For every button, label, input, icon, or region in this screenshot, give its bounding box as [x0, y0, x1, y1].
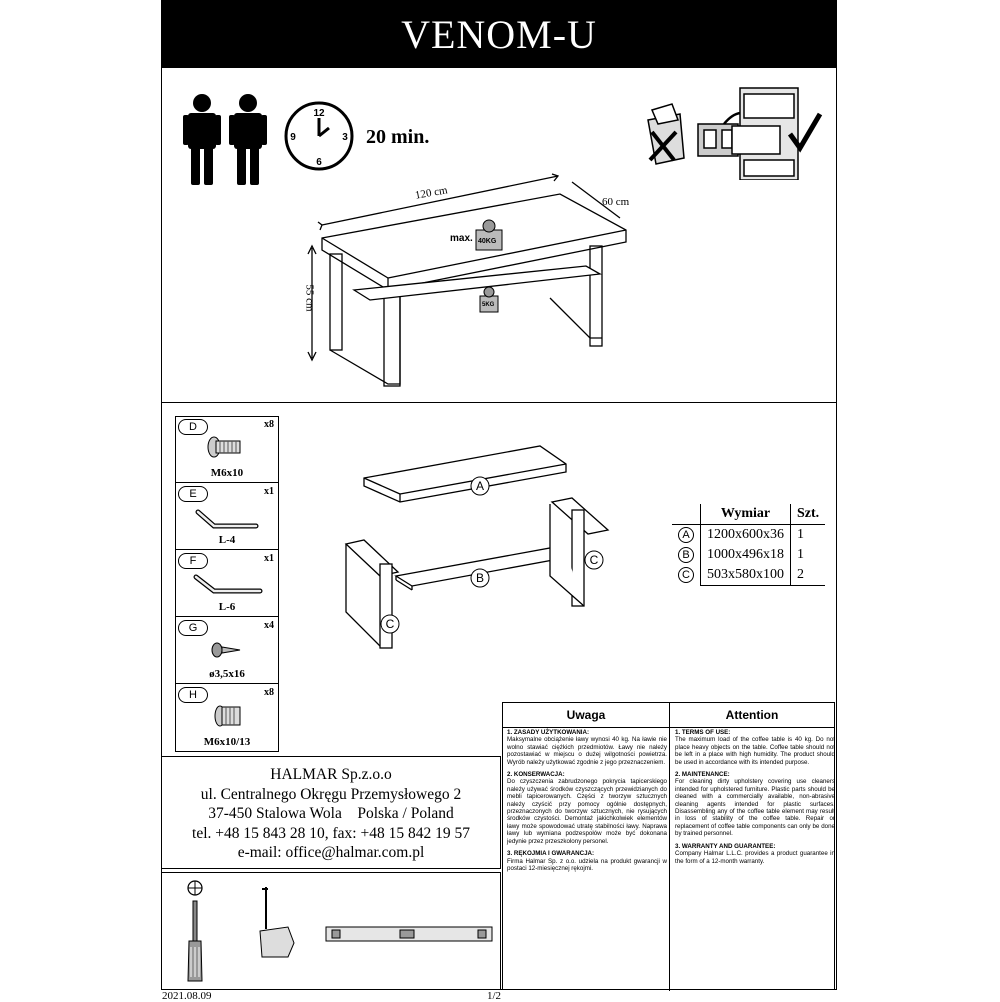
part-item — [176, 618, 278, 684]
company-street: ul. Centralnego Okręgu Przemysłowego 2 — [200, 785, 462, 803]
shelf-load-label: 5KG — [482, 302, 495, 308]
spirit-level-icon — [324, 923, 496, 947]
table-row — [672, 525, 825, 546]
screw-icon — [210, 640, 244, 660]
part-letter: H — [178, 687, 208, 703]
contact-box — [161, 756, 501, 869]
row-qty: 1 — [797, 547, 804, 562]
part-qty: x8 — [264, 419, 274, 430]
part-item — [176, 417, 278, 483]
notice-en-text: 1. TERMS OF USE: The maximum load of the coffee table is 40 kg. Do not place heavy objects on the table. Coffee table should not be left in a place with high humidity. The product should be used in accordance with its intended purpose. 2. MAINTENANCE: For cleaning dirty upholstery covering use cleaners intended for upholstered furniture. Plastic parts should be cleaned with a commercially available, non-abrasive cleaning agents intended for plastic surfaces. Disassembling any of the coffee table element may result in loss of stability of the coffee table. Repair or replacement of coffee table components can only be done by trained personnel. 3. WARRANTY AND GUARANTEE: Company Halmar L.L.C. provides a product guarantee in the form of a 12-month warranty. — [675, 729, 835, 865]
exploded-view-drawing — [340, 440, 620, 650]
table-row — [672, 545, 825, 565]
insert-nut-icon — [214, 703, 244, 729]
depth-label: 60 cm — [602, 196, 630, 208]
bolt-icon — [206, 435, 246, 459]
part-name: ø3,5x16 — [209, 668, 245, 680]
part-name: L-6 — [218, 601, 236, 613]
company-email: e-mail: office@halmar.com.pl — [237, 844, 425, 861]
part-qty: x4 — [264, 620, 274, 631]
table-row — [672, 565, 825, 586]
part-name: M6x10 — [210, 467, 244, 479]
tape-measure-icon — [254, 883, 304, 963]
row-size: 503x580x100 — [701, 565, 791, 586]
part-item — [176, 685, 278, 751]
part-c-label-right: C — [589, 553, 599, 567]
row-letter: A — [678, 527, 694, 543]
company-phone: tel. +48 15 843 28 10, fax: +48 15 842 19 57 — [192, 824, 470, 842]
part-a-label: A — [475, 479, 484, 493]
notice-en-title: Attention — [669, 703, 835, 728]
part-letter: D — [178, 419, 208, 435]
top-load-label: 40KG — [478, 238, 497, 245]
part-qty: x8 — [264, 687, 274, 698]
row-size: 1200x600x36 — [701, 525, 791, 546]
header-dimension: Wymiar — [701, 504, 791, 525]
allen-key-icon — [194, 504, 264, 532]
row-qty: 2 — [791, 565, 826, 586]
notice-pl-text: 1. ZASADY UŻYTKOWANIA: Maksymalne obciążenie ławy wynosi 40 kg. Na ławie nie wolno stawiać ciężkich przedmiotów. Ławy nie należy pozostawiać w miejscu o dużej wilgotności powietrza. Wyrób należy użytkować zgodnie z jego przeznaczeniem. 2. KONSERWACJA: Do czyszczenia zabrudzonego pokrycia tapicerskiego należy używać środków czyszczących przewidzianych do mebli tapicerowanych. Części z tworzyw sztucznych należy czyścić przy pomocy ogólnie dostępnych, przeznaczonych do tworzyw sztucznych, nie rysujących środków czystości. Demontaż jakichkolwiek elementów ławy może spowodować utratę stabilności ławy. Naprawa ławy lub wymiana podzespołów może być dokonana jedynie przez przeszkolony personel. 3. RĘKOJMIA I GWARANCJA: Firma Halmar Sp. z o.o. udziela na produkt gwarancji w postaci 12-miesięcznej rękojmi. — [507, 729, 667, 872]
part-letter: G — [178, 620, 208, 636]
screwdriver-icon — [180, 877, 210, 989]
part-c-label-left: C — [385, 617, 395, 631]
svg-text:3: 3 — [342, 132, 348, 143]
height-label: 55 cm — [303, 284, 316, 312]
part-name: L-4 — [218, 534, 236, 546]
parts-list — [175, 416, 279, 752]
footer-date: 2021.08.09 — [162, 990, 212, 1002]
row-letter: B — [678, 547, 694, 563]
svg-text:6: 6 — [316, 157, 322, 168]
keep-instructions-icon — [640, 80, 825, 180]
dimensions-table — [672, 504, 825, 586]
row-qty: 1 — [797, 527, 804, 542]
part-letter: E — [178, 486, 208, 502]
section-divider — [161, 402, 837, 403]
footer-page: 1/2 — [487, 990, 502, 1002]
tools-box — [161, 872, 501, 990]
svg-text:12: 12 — [313, 108, 325, 119]
company-name: HALMAR Sp.z.o.o — [270, 766, 392, 783]
header-quantity: Szt. — [791, 504, 826, 525]
page-title: VENOM-U — [161, 0, 837, 68]
part-item — [176, 484, 278, 550]
part-qty: x1 — [264, 553, 274, 564]
part-letter: F — [178, 553, 208, 569]
notice-pl-title: Uwaga — [503, 703, 670, 728]
row-size: 1000x496x18 — [701, 545, 791, 565]
clock-icon — [283, 100, 355, 172]
assembly-time: 20 min. — [366, 126, 430, 148]
table-overview-drawing — [300, 170, 650, 402]
allen-key-icon — [192, 571, 268, 599]
company-city: 37-450 Stalowa Wola Polska / Poland — [208, 805, 454, 822]
max-label: max. — [450, 233, 473, 244]
notice-box — [502, 702, 835, 990]
part-name: M6x10/13 — [203, 736, 251, 748]
row-letter: C — [678, 567, 694, 583]
part-b-label: B — [475, 571, 484, 585]
two-persons-icon — [180, 92, 272, 188]
width-label: 120 cm — [414, 184, 449, 202]
svg-text:9: 9 — [290, 132, 296, 143]
part-item — [176, 551, 278, 617]
part-qty: x1 — [264, 486, 274, 497]
